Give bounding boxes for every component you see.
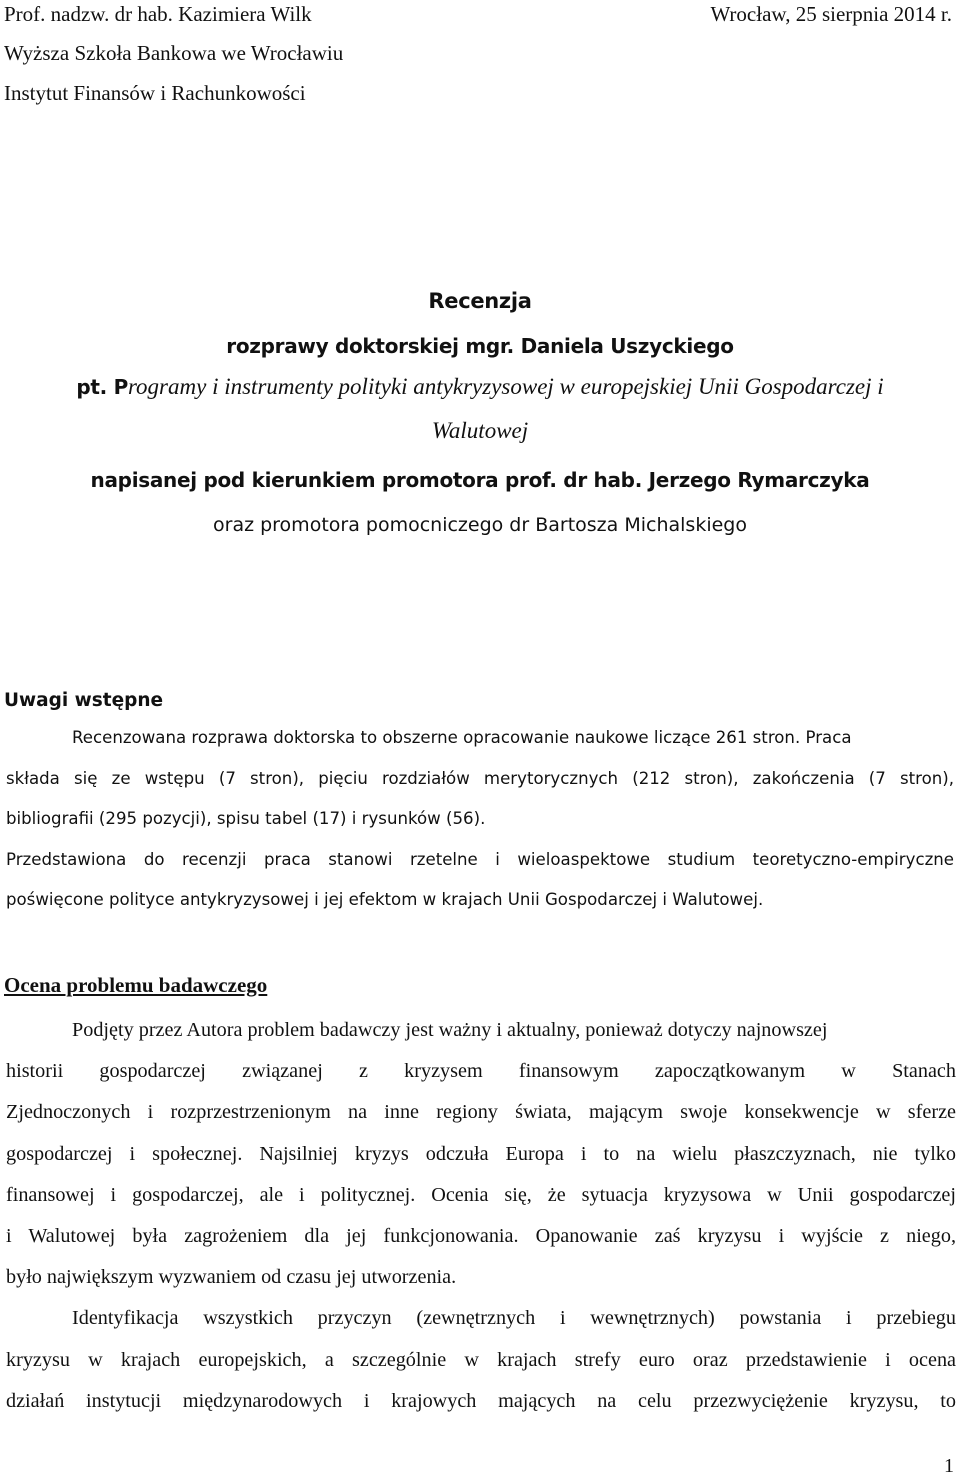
page-number: 1 [944, 1455, 954, 1477]
title-first-letter: P [113, 375, 128, 399]
ocena-line: historii gospodarczej związanej z kryzysem finansowym zapoczątkowanym w Stanach [6, 1060, 956, 1083]
section-heading-ocena: Ocena problemu badawczego [4, 973, 268, 997]
ocena-line: działań instytucji międzynarodowych i krajowych mających na celu przezwyciężenie kryzysu, to [6, 1389, 956, 1412]
ocena-line: kryzysu w krajach europejskich, a szczególnie w krajach strefy euro oraz przedstawienie i ocena [6, 1348, 956, 1371]
uwagi-line: poświęcone polityce antykryzysowej i jej efektom w krajach Unii Gospodarczej i Walutowej. [6, 890, 764, 909]
document-title: Recenzja [428, 289, 532, 313]
title-line-3: Walutowej [431, 418, 529, 443]
ocena-line: Podjęty przez Autora problem badawczy jest ważny i aktualny, ponieważ dotyczy najnowszej [72, 1019, 828, 1041]
school-name: Wyższa Szkoła Bankowa we Wrocławiu [4, 41, 344, 65]
ocena-line: Zjednoczonych i rozprzestrzenionym na inne regiony świata, mającym swoje konsekwencje w sferze [6, 1101, 956, 1124]
ocena-paragraph [6, 1010, 956, 1422]
title-line-2 [0, 374, 960, 400]
institute-name: Instytut Finansów i Rachunkowości [4, 81, 306, 105]
title-line-4: napisanej pod kierunkiem promotora prof. dr hab. Jerzego Rymarczyka [90, 468, 870, 492]
title-prefix: pt. [76, 375, 114, 399]
uwagi-line: bibliografii (295 pozycji), spisu tabel (17) i rysunków (56). [6, 809, 486, 828]
ocena-line: i Walutowej była zagrożeniem dla jej funkcjonowania. Opanowanie zaś kryzysu i wyjście z niego, [6, 1225, 956, 1248]
title-line-5: oraz promotora pomocniczego dr Bartosza Michalskiego [213, 514, 747, 536]
ocena-line: było największym wyzwaniem od czasu jej utworzenia. [6, 1266, 457, 1289]
ocena-line: finansowej i gospodarczej, ale i politycznej. Ocenia się, że sytuacja kryzysowa w Unii gospodarczej [6, 1183, 956, 1206]
author-name: Prof. nadzw. dr hab. Kazimiera Wilk [4, 2, 312, 26]
title-line-1: rozprawy doktorskiej mgr. Daniela Uszyckiego [226, 334, 734, 358]
place-date: Wrocław, 25 sierpnia 2014 r. [710, 2, 952, 26]
section-heading-uwagi: Uwagi wstępne [4, 690, 164, 711]
uwagi-paragraph [6, 718, 954, 921]
uwagi-line: Przedstawiona do recenzji praca stanowi rzetelne i wieloaspektowe studium teoretyczno-empiryczne [6, 849, 954, 869]
uwagi-line: Recenzowana rozprawa doktorska to obszerne opracowanie naukowe liczące 261 stron. Praca [72, 728, 852, 747]
title-italic: rogramy i instrumenty polityki antykryzysowej w europejskiej Unii Gospodarczej i [127, 374, 884, 399]
ocena-line: gospodarczej i społecznej. Najsilniej kryzys odczuła Europa i to na wielu płaszczyznach, nie tylko [6, 1142, 956, 1165]
uwagi-line: składa się ze wstępu (7 stron), pięciu rozdziałów merytorycznych (212 stron), zakończenia (7 stron), [6, 768, 954, 788]
ocena-line: Identyfikacja wszystkich przyczyn (zewnętrznych i wewnętrznych) powstania i przebiegu [72, 1307, 956, 1330]
